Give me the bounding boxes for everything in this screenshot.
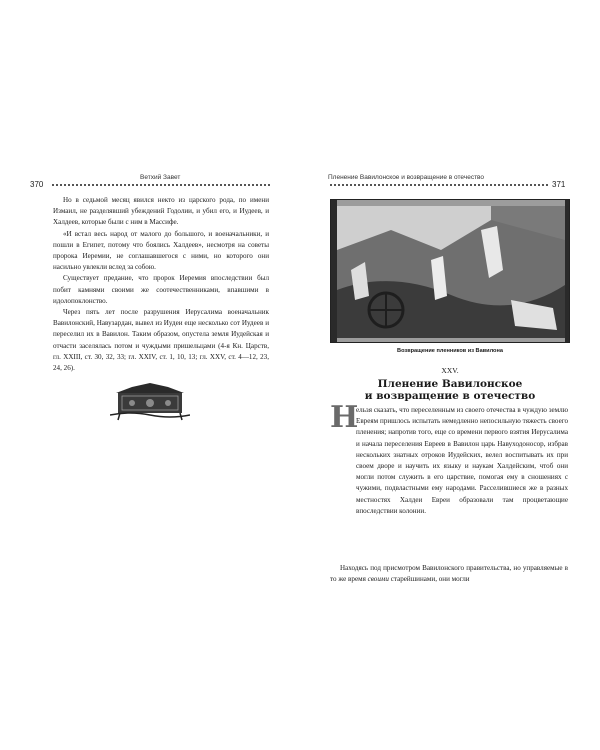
left-header-rule [52,184,270,186]
right-paragraph [330,563,568,585]
right-page [300,0,600,750]
chapter-title-line: и возвращение в отечество [364,390,536,402]
left-paragraph: Через пять лет после разрушения Иерусалима военачальник Вавилонский, Навузардан, вывел из Иудеи еще несколько сот Иудеев и переселил их в Вавилон. Таким образом, опустела земля Иудейская и отчасти заселялась потом и чуждыми пришельцами (4-я Кн. Царств, гл. XXIII, ст. 30, 32, 33; гл. XXIV, ст. 1, 10, 13; гл. XXV, ст. 4—12, 23, 24, 26). [53,308,269,373]
right-header-rule [330,184,548,186]
left-page-number: 370 [30,180,44,189]
left-paragraph: Но в седьмой месяц явился некто из царского рода, по имени Измаил, не разделявший убеждений Годолии, и убил его, и Иудеев, и Халдеев, которые были с ним в Массифе. [53,196,269,227]
left-paragraph: Существует предание, что пророк Иеремия впоследствии был побит камнями своими же соотечественниками, впавшими в идолопоклонство. [53,274,269,305]
paragraph-text: Находясь под присмотром Вавилонского правительства, но управляемые в то же время [330,564,568,584]
right-page-number: 371 [552,180,566,189]
right-paragraph: ельзя сказать, что переселенным из своего отечества в чуждую землю Евреям пришлось испытать немедленно непосильную тяжесть своего пленения; напротив того, еще со времени первого взятия Иерусалима и начала переселения Евреев в Вавилон царь Навуходоносор, избрав нескольких знатных отроков Иудейских, велел воспитывать их при своем дворе и научить их языку и наукам Халдейским, чтоб они могли потом служить в его царствие, помогая ему в сношениях с чужими, подвластными ему народами. Расселившиеся же в разных местностях Халдеи Евреи образовали там процветающие впоследствии колонии. [356,406,568,515]
right-first-paragraph-top [356,405,568,517]
left-body-text [53,195,269,374]
left-paragraph: «И встал весь народ от малого до большого, и военачальники, и пошли в Египет, потому что боялись Халдеев», несмотря на советы пророка Иеремии, не соглашавшегося с ними, но которого они насильно увлекли вслед за собою. [53,229,269,272]
drop-cap: Н [330,400,359,435]
chapter-title-line: Пленение Вавилонское [377,378,523,390]
engraving-illustration-icon [330,199,570,343]
ark-ornament-icon [110,379,190,421]
right-second-paragraph [330,563,568,585]
chapter-number: XXV. [441,366,459,375]
right-running-head: Пленение Вавилонское и возвращение в отечество [328,174,485,181]
illustration-caption: Возвращение пленников из Вавилона [397,348,503,354]
paragraph-text: старейшинами, они могли [390,575,470,584]
left-running-head: Ветхий Завет [140,174,181,181]
chapter-title [330,378,570,402]
italic-word: своими [367,575,389,584]
